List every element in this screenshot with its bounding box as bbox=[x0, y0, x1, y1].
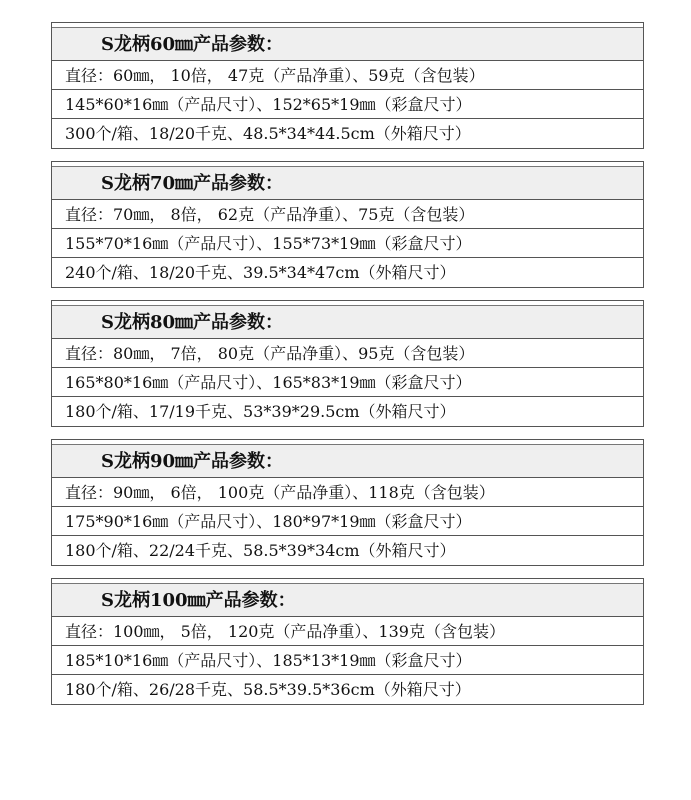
spec-row: 185*10*16㎜（产品尺寸）、185*13*19㎜（彩盒尺寸） bbox=[52, 646, 643, 675]
section-title: S龙柄90㎜产品参数： bbox=[52, 445, 643, 478]
spec-row: 165*80*16㎜（产品尺寸）、165*83*19㎜（彩盒尺寸） bbox=[52, 368, 643, 397]
section-title: S龙柄70㎜产品参数： bbox=[52, 167, 643, 200]
spec-row: 300个/箱、18/20千克、48.5*34*44.5cm（外箱尺寸） bbox=[65, 124, 471, 143]
section-title: S龙柄80㎜产品参数： bbox=[52, 306, 643, 339]
spec-row: 145*60*16㎜（产品尺寸）、152*65*19㎜（彩盒尺寸） bbox=[52, 90, 643, 119]
spec-row: 180个/箱、17/19千克、53*39*29.5cm（外箱尺寸） bbox=[65, 402, 456, 421]
spec-row: 155*70*16㎜（产品尺寸）、155*73*19㎜（彩盒尺寸） bbox=[52, 229, 643, 258]
spec-sections bbox=[51, 22, 644, 717]
spec-row: 直径：70㎜， 8倍， 62克（产品净重）、75克（含包装） bbox=[52, 200, 643, 229]
spec-section bbox=[51, 161, 644, 288]
spec-row: 180个/箱、22/24千克、58.5*39*34cm（外箱尺寸） bbox=[65, 541, 456, 560]
section-title: S龙柄60㎜产品参数： bbox=[52, 28, 643, 61]
spec-row: 直径：100㎜， 5倍， 120克（产品净重）、139克（含包装） bbox=[52, 617, 643, 646]
spec-section bbox=[51, 300, 644, 427]
section-title: S龙柄100㎜产品参数： bbox=[52, 584, 643, 617]
spec-section bbox=[51, 578, 644, 705]
spec-row: 直径：90㎜， 6倍， 100克（产品净重）、118克（含包装） bbox=[52, 478, 643, 507]
spec-row: 240个/箱、18/20千克、39.5*34*47cm（外箱尺寸） bbox=[65, 263, 456, 282]
spec-row: 180个/箱、26/28千克、58.5*39.5*36cm（外箱尺寸） bbox=[65, 680, 471, 699]
spec-row: 175*90*16㎜（产品尺寸）、180*97*19㎜（彩盒尺寸） bbox=[52, 507, 643, 536]
spec-section bbox=[51, 22, 644, 149]
spec-row: 直径：80㎜， 7倍， 80克（产品净重）、95克（含包装） bbox=[52, 339, 643, 368]
spec-row: 直径：60㎜， 10倍， 47克（产品净重）、59克（含包装） bbox=[52, 61, 643, 90]
spec-section bbox=[51, 439, 644, 566]
